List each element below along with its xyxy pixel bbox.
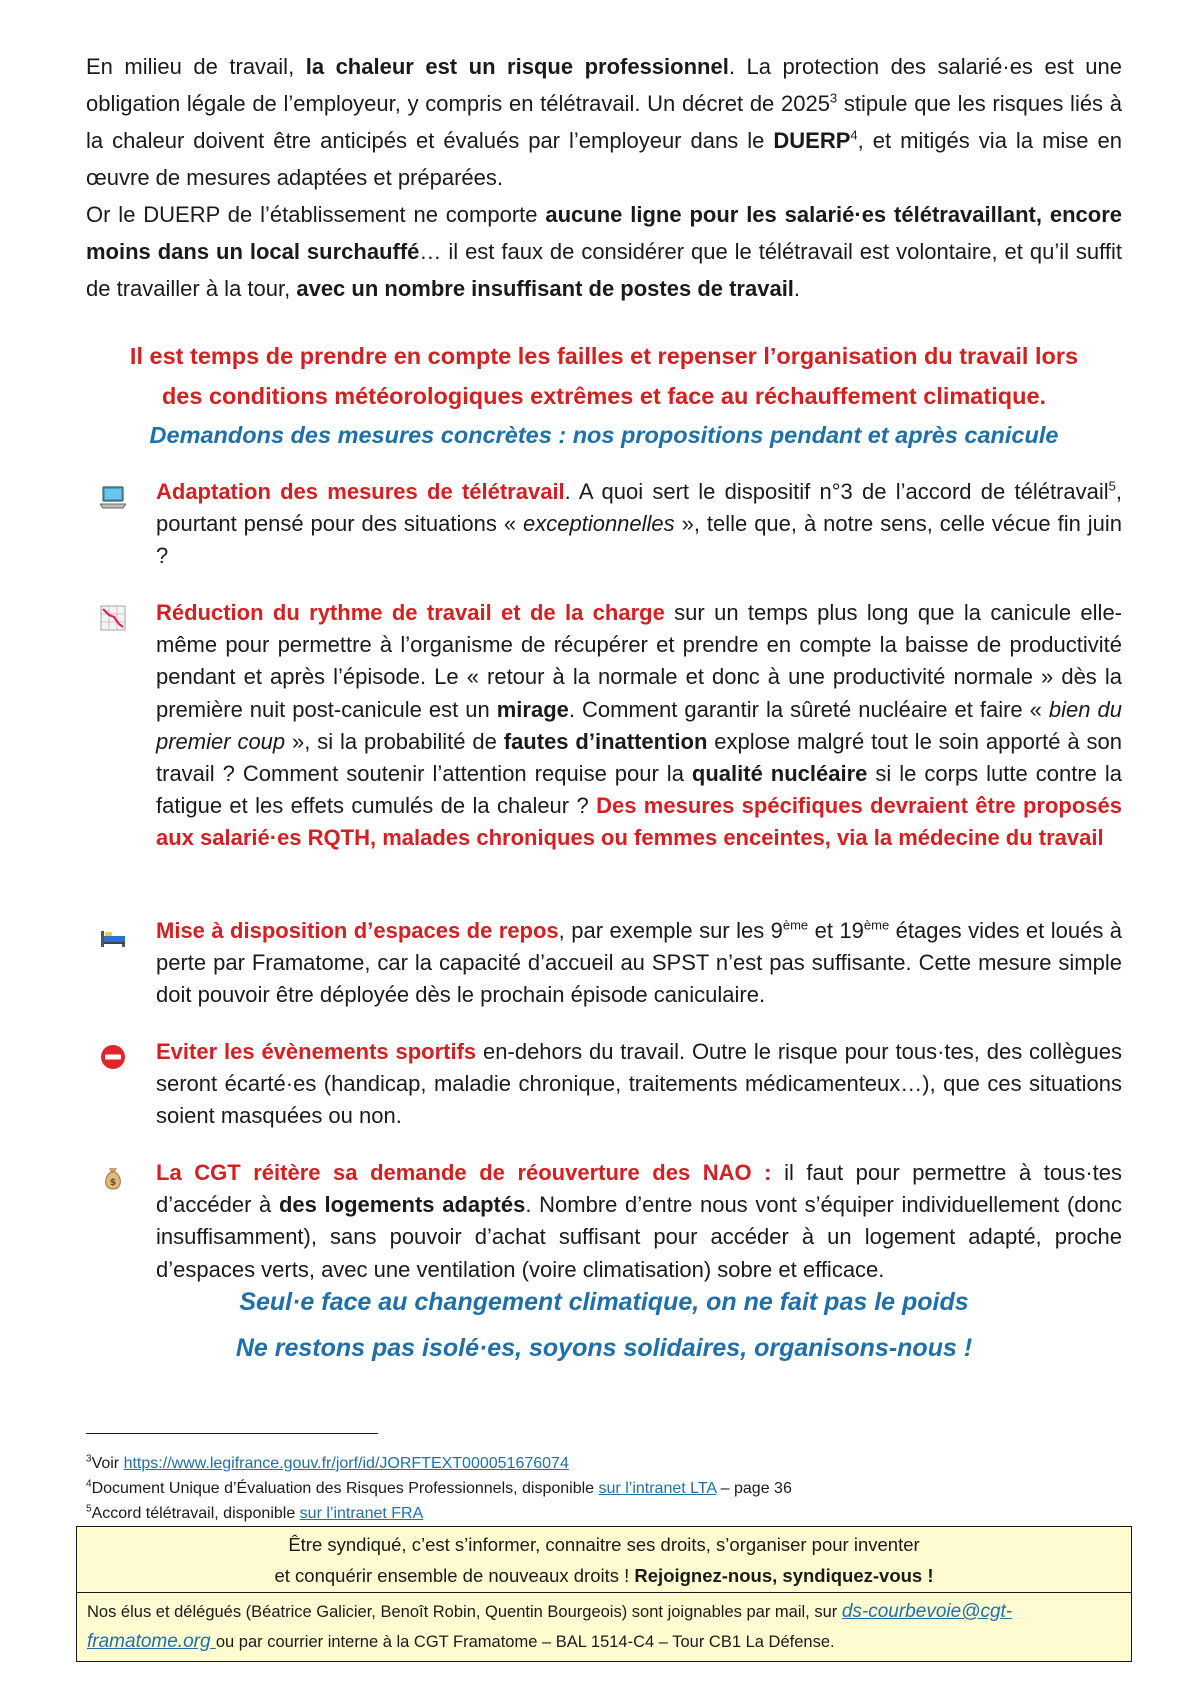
proposal-nao-text — [156, 1157, 1122, 1286]
contact-text-1: Nos élus et délégués (Béatrice Galicier, Benoît Robin, Quentin Bourgeois) sont joignables par mail, sur — [87, 1603, 842, 1621]
intro-paragraph-2 — [86, 196, 1122, 307]
footnote-4-text: Document Unique d’Évaluation des Risques Professionnels, disponible — [91, 1480, 599, 1497]
footnote-3-link[interactable]: https://www.legifrance.gouv.fr/jorf/id/JORFTEXT000051676074 — [123, 1455, 569, 1472]
proposal-rest-sup2: ème — [863, 917, 890, 933]
intro-p1-bold: la chaleur est un risque professionnel — [305, 54, 729, 79]
proposal-telework — [86, 476, 1122, 573]
footnote-4-link[interactable]: sur l’intranet LTA — [598, 1480, 717, 1497]
closing-line-1: Seul·e face au changement climatique, on ne fait pas le poids — [239, 1288, 969, 1316]
footnote-5 — [86, 1501, 1122, 1526]
proposal-workload-bold-qualite: qualité nucléaire — [691, 761, 868, 787]
proposal-telework-title: Adaptation des mesures de télétravail — [156, 479, 565, 504]
callout-blue-line: Demandons des mesures concrètes : nos propositions pendant et après canicule — [149, 422, 1059, 448]
laptop-icon — [100, 484, 126, 510]
proposal-rest-t3: étages vides et loués à perte par Framatome, car la capacité d’accueil au SPST n’est pas suffisante. Cette mesure simple doit pouvoir être déployée dès le prochain épisode caniculaire. — [156, 918, 1122, 1008]
footnote-3-text: Voir — [91, 1455, 124, 1472]
proposal-workload-t3: . Comment garantir la sûreté nucléaire et faire « — [568, 696, 1049, 722]
contact-email-link[interactable]: ds-courbevoie@cgt-framatome.org — [87, 1601, 1013, 1652]
footnote-5-number: 5 — [86, 1503, 92, 1515]
proposal-sport-t1: en-dehors du travail. Outre le risque pour tous·tes, des collègues seront écarté·es (handicap, maladie chronique, traitements médicamenteux…), que ces situations soient masquées ou non. — [156, 1039, 1123, 1129]
callout-red-line-2: des conditions météorologiques extrêmes et face au réchauffement climatique. — [161, 383, 1047, 409]
footnote-3 — [86, 1451, 1122, 1476]
proposal-nao — [86, 1157, 1122, 1286]
proposal-telework-text — [156, 476, 1122, 573]
proposal-workload-mirage: mirage — [496, 696, 569, 722]
proposal-workload-t5: », si la probabilité de — [285, 728, 504, 754]
footnote-ref-4: 4 — [850, 127, 858, 143]
proposal-nao-t3: . Nombre d’entre nous vont s’équiper individuellement (donc insuffisamment), sans pouvoir d’achat suffisant pour accéder à un logement adapté, proche d’espaces verts, avec une ventilation (voire climatisation) sobre et efficace. — [156, 1192, 1122, 1282]
proposal-telework-t4: », telle que, à notre sens, celle vécue fin juin ? — [156, 511, 1122, 569]
intro-text — [86, 48, 1122, 307]
proposal-sport-events-title: Eviter les évènements sportifs — [156, 1039, 477, 1064]
intro-p1-d: stipule que les risques liés à la chaleur doivent être anticipés et évalués par l’employeur dans le — [86, 91, 1123, 153]
intro-p1-a: En milieu de travail, — [86, 54, 306, 79]
proposal-workload-t7: explose malgré tout le soin apporté à son travail ? Comment soutenir l’attention requise pour la — [156, 728, 1122, 787]
proposal-telework-t2: , pourtant pensé pour des situations « — [156, 479, 1122, 537]
money-bag-icon — [100, 1165, 126, 1191]
proposal-rest-spaces-text — [156, 915, 1122, 1012]
intro-paragraph-1 — [86, 48, 1122, 196]
proposal-sport-events-text — [156, 1036, 1122, 1133]
footnotes — [86, 1451, 1122, 1526]
membership-line-1: Être syndiqué, c’est s’informer, connaitre ses droits, s’organiser pour inventer — [288, 1534, 920, 1555]
intro-p2-bold-2: avec un nombre insuffisant de postes de travail — [296, 276, 794, 301]
proposal-rest-spaces-title: Mise à disposition d’espaces de repos — [156, 918, 559, 943]
proposal-nao-t1: il faut pour permettre à tous·tes d’accéder à — [156, 1160, 1122, 1218]
callout-red — [86, 336, 1122, 416]
footnote-5-link[interactable]: sur l’intranet FRA — [299, 1505, 424, 1522]
contact-text-2: ou par courrier interne à la CGT Framatome – BAL 1514-C4 – Tour CB1 La Défense. — [215, 1633, 835, 1651]
proposal-workload-red: Des mesures spécifiques devraient être proposés aux salarié·es RQTH, malades chroniques ou femmes enceintes, via la médecine du travail — [156, 793, 1122, 851]
proposal-sport-events — [86, 1036, 1122, 1133]
callout-blue — [86, 415, 1122, 455]
proposal-rest-spaces — [86, 915, 1122, 1012]
proposal-telework-italic: exceptionnelles — [523, 511, 675, 537]
footnote-ref-3: 3 — [829, 90, 838, 106]
intro-p2-a: Or le DUERP de l’établissement ne comporte — [86, 202, 546, 227]
no-entry-icon — [100, 1044, 126, 1070]
footnote-4-number: 4 — [86, 1478, 92, 1490]
closing-slogans — [86, 1279, 1122, 1371]
closing-line-2: Ne restons pas isolé·es, soyons solidaires, organisons-nous ! — [235, 1334, 973, 1362]
footnote-5-text: Accord télétravail, disponible — [91, 1505, 300, 1522]
contact-box — [76, 1592, 1132, 1662]
chart-decreasing-icon — [100, 605, 126, 631]
footnote-4-after: – page 36 — [716, 1480, 792, 1497]
proposal-telework-t1: . A quoi sert le dispositif n°3 de l’accord de télétravail — [564, 479, 1109, 504]
callout-red-line-1: Il est temps de prendre en compte les failles et repenser l’organisation du travail lors — [129, 343, 1079, 369]
membership-line-2 — [77, 1560, 1131, 1591]
proposal-workload-t9: si le corps lutte contre la fatigue et les effets cumulés de la chaleur ? — [156, 761, 1122, 819]
intro-p2-bold: aucune ligne pour les salarié·es télétravaillant, encore moins dans un local surchauffé — [86, 202, 1122, 264]
proposal-rest-sup1: ème — [782, 917, 809, 933]
proposal-nao-title: La CGT réitère sa demande de réouverture des NAO : — [156, 1160, 772, 1185]
membership-box — [76, 1526, 1132, 1593]
footnote-ref-5: 5 — [1108, 478, 1116, 494]
intro-p1-c: . La protection des salarié·es est une obligation légale de l’employeur, y compris en télétravail. Un décret de 2025 — [86, 54, 1123, 116]
proposal-rest-t2: et 19 — [808, 918, 864, 943]
proposal-rest-t1: , par exemple sur les 9 — [558, 918, 783, 943]
proposal-workload-text — [156, 597, 1122, 855]
membership-line-2-text: et conquérir ensemble de nouveaux droits ! — [274, 1565, 635, 1586]
proposal-workload-italic: bien du premier coup — [156, 696, 1122, 754]
membership-call-to-action: Rejoignez-nous, syndiquez-vous ! — [634, 1565, 934, 1586]
proposal-workload-bold-fautes: fautes d’inattention — [503, 728, 708, 754]
proposal-nao-bold: des logements adaptés — [278, 1192, 526, 1218]
intro-p1-f: , et mitigés via la mise en œuvre de mesures adaptées et préparées. — [86, 128, 1122, 190]
bed-icon — [100, 923, 126, 949]
intro-p1-duerp: DUERP — [773, 128, 851, 153]
svg-text:$: $ — [109, 1178, 117, 1188]
proposal-workload — [86, 597, 1122, 855]
footnote-4 — [86, 1476, 1122, 1501]
footnote-divider — [86, 1433, 378, 1434]
proposal-workload-t1: sur un temps plus long que la canicule elle-même pour permettre à l’organisme de récupérer et prendre en compte la baisse de productivité pendant et après l’épisode. Le « retour à la normale et donc à une productivité normale » dès la première nuit post-canicule est un — [156, 600, 1123, 722]
intro-p2-c: … il est faux de considérer que le télétravail est volontaire, et qu’il suffit de travailler à la tour, — [86, 239, 1122, 301]
proposal-workload-title: Réduction du rythme de travail et de la charge — [156, 600, 665, 625]
intro-p2-e: . — [793, 276, 801, 301]
footnote-3-number: 3 — [86, 1453, 92, 1465]
